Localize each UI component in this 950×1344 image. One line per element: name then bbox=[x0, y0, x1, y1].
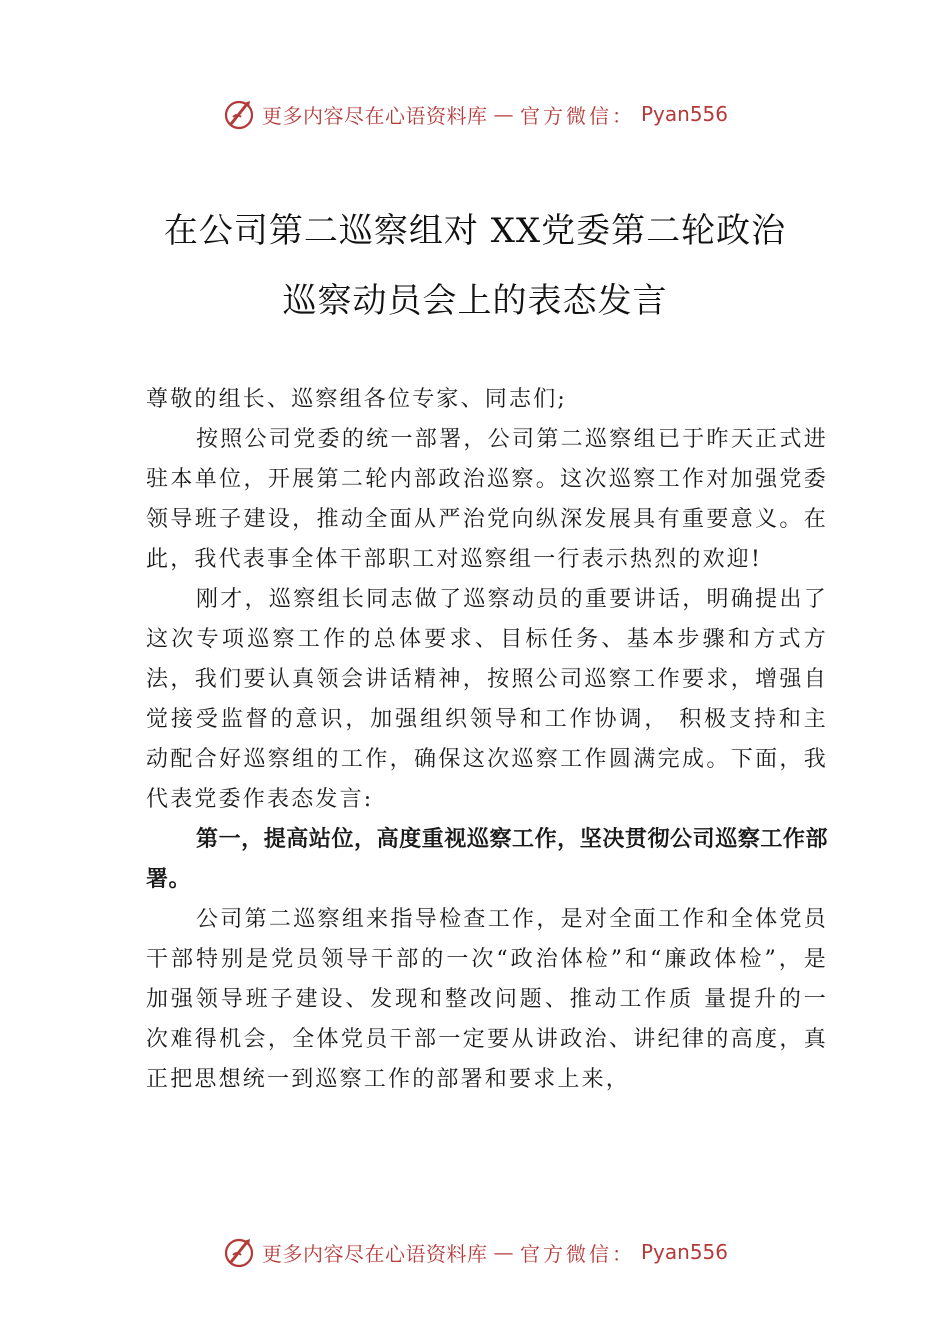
title-line-2: 巡察动员会上的表态发言 bbox=[282, 281, 668, 321]
paragraph-1: 按照公司党委的统一部署，公司第二巡察组已于昨天正式进驻本单位，开展第二轮内部政治巡察。这次巡察工作对加强党委领导班子建设，推动全面从严治党向纵深发展具有重要意义。在此，我代表事全体干部职工对巡察组一行表示热烈的欢迎! bbox=[146, 427, 828, 572]
watermark-footer bbox=[0, 1232, 950, 1272]
watermark-id: Pyan556 bbox=[640, 102, 728, 126]
watermark-label: 官方微信： bbox=[519, 103, 635, 128]
watermark-dash: — bbox=[493, 1240, 514, 1264]
document-title bbox=[0, 196, 950, 336]
document-body bbox=[146, 380, 828, 1100]
watermark-label: 官方微信： bbox=[519, 1241, 635, 1266]
watermark-brand: 更多内容尽在心语资料库 bbox=[261, 103, 488, 128]
salutation: 尊敬的组长、巡察组各位专家、同志们; bbox=[146, 387, 568, 412]
watermark-id: Pyan556 bbox=[640, 1240, 728, 1264]
watermark-dash: — bbox=[493, 102, 514, 126]
section-heading-1: 第一，提高站位，高度重视巡察工作，坚决贯彻公司巡察工作部署。 bbox=[146, 827, 828, 892]
watermark-footer-content bbox=[222, 1235, 728, 1269]
title-line-1: 在公司第二巡察组对 XX党委第二轮政治 bbox=[163, 211, 787, 251]
paragraph-2: 刚才，巡察组长同志做了巡察动员的重要讲话，明确提出了这次专项巡察工作的总体要求、目标任务、基本步骤和方式方法，我们要认真领会讲话精神，按照公司巡察工作要求，增强自觉接受监督的意识，加强组织领导和工作协调， 积极支持和主动配合好巡察组的工作，确保这次巡察工作圆满完成。下面，我代表党委作表态发言: bbox=[146, 587, 828, 812]
watermark-header bbox=[0, 94, 950, 134]
paragraph-3: 公司第二巡察组来指导检查工作，是对全面工作和全体党员干部特别是党员领导干部的一次“政治体检”和“廉政体检”，是加强领导班子建设、发现和整改问题、推动工作质 量提升的一次难得机会，全体党员干部一定要从讲政治、讲纪律的高度，真正把思想统一到巡察工作的部署和要求上来， bbox=[146, 907, 828, 1092]
watermark-header-content bbox=[222, 97, 728, 131]
pen-circle-logo-icon bbox=[222, 1235, 256, 1269]
pen-circle-logo-icon bbox=[222, 97, 256, 131]
watermark-brand: 更多内容尽在心语资料库 bbox=[261, 1241, 488, 1266]
